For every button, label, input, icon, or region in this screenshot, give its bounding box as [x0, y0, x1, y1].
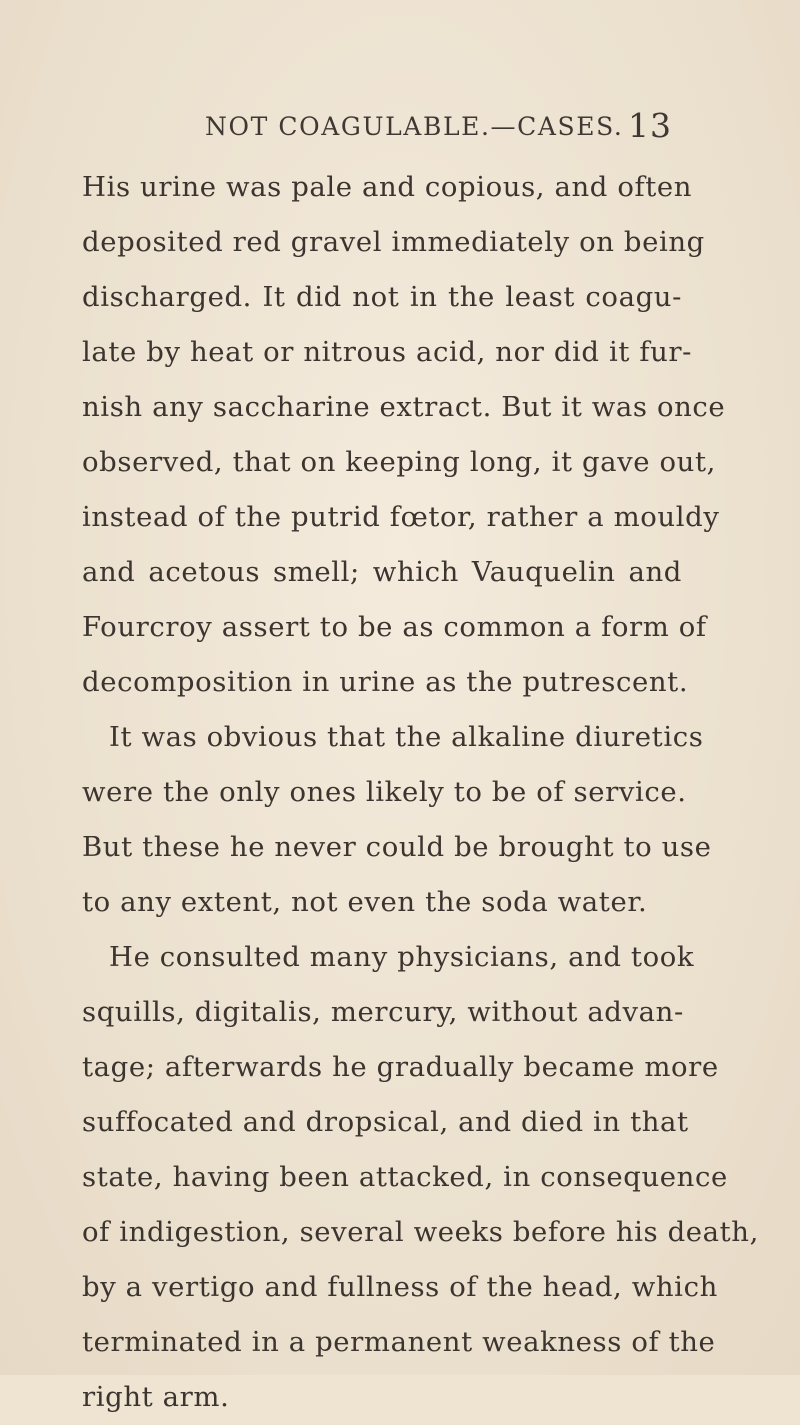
- text-line: and acetous smell; which Vauquelin and: [82, 556, 682, 588]
- page-header: [0, 106, 800, 152]
- text-line: were the only ones likely to be of service.: [82, 776, 687, 808]
- text-line: observed, that on keeping long, it gave out,: [82, 446, 716, 478]
- text-line: tage; afterwards he gradually became more: [82, 1051, 719, 1083]
- text-line: It was obvious that the alkaline diuretics: [109, 721, 704, 753]
- text-line: by a vertigo and fullness of the head, which: [82, 1271, 718, 1303]
- text-line: discharged. It did not in the least coagu-: [82, 281, 682, 313]
- text-line: His urine was pale and copious, and often: [82, 171, 693, 203]
- text-line: late by heat or nitrous acid, nor did it fur-: [82, 336, 693, 368]
- body-text: [82, 160, 759, 1425]
- text-line: decomposition in urine as the putrescent.: [82, 666, 689, 698]
- text-line: terminated in a permanent weakness of the: [82, 1326, 716, 1358]
- running-head: NOT COAGULABLE.—CASES.: [205, 112, 624, 141]
- text-line: nish any saccharine extract. But it was once: [82, 391, 726, 423]
- text-line: But these he never could be brought to use: [82, 831, 712, 863]
- text-line: Fourcroy assert to be as common a form of: [82, 611, 707, 643]
- text-line: right arm.: [82, 1381, 230, 1413]
- text-line: of indigestion, several weeks before his death,: [82, 1216, 759, 1248]
- text-line: to any extent, not even the soda water.: [82, 886, 648, 918]
- text-line: deposited red gravel immediately on being: [82, 226, 705, 258]
- text-line: instead of the putrid fœtor, rather a mouldy: [82, 501, 720, 533]
- text-line: suffocated and dropsical, and died in that: [82, 1106, 689, 1138]
- page-number: 13: [628, 106, 672, 145]
- text-line: squills, digitalis, mercury, without advan-: [82, 996, 684, 1028]
- text-line: state, having been attacked, in consequence: [82, 1161, 728, 1193]
- text-line: He consulted many physicians, and took: [109, 941, 695, 973]
